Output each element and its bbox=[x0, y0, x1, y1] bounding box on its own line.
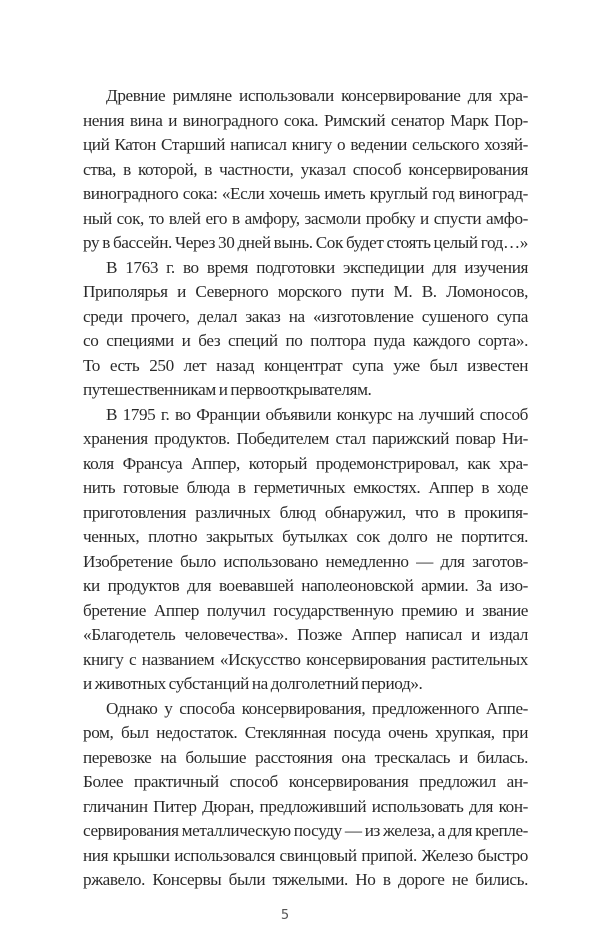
text-line: Древние римляне использовали консервирование для хра- bbox=[106, 86, 528, 105]
text-line: гличанин Питер Дюран, предложивший использовать для кон- bbox=[83, 796, 528, 816]
text-line: В 1763 г. во время подготовки экспедиции для изучения bbox=[106, 257, 528, 277]
text-line: ченных, плотно закрытых бутылках сок долго не портится. bbox=[83, 527, 528, 546]
text-line: Более практичный способ консервирования предложил ан- bbox=[83, 772, 528, 791]
text-line: ния крышки использовался свинцовый припой. Железо быстро bbox=[83, 845, 528, 865]
text-line: книгу с названием «Искусство консервирования растительных bbox=[83, 649, 528, 669]
text-line: То есть 250 лет назад концентрат супа уже был известен bbox=[83, 355, 528, 375]
text-line: ства, в которой, в частности, указал способ консервирования bbox=[83, 159, 528, 179]
text-line: В 1795 г. во Франции объявили конкурс на лучший способ bbox=[106, 404, 528, 424]
text-line: виноградного сока: «Если хочешь иметь круглый год виноград- bbox=[83, 184, 528, 203]
text-line: ки продуктов для воевавшей наполеоновской армии. За изо- bbox=[83, 576, 528, 595]
text-line: ру в бассейн. Через 30 дней вынь. Сок будет стоять целый год…» bbox=[83, 233, 528, 252]
text-line: среди прочего, делал заказ на «изготовление сушеного супа bbox=[83, 306, 528, 326]
text-line: нить готовые блюда в герметичных емкостях. Аппер в ходе bbox=[83, 478, 528, 497]
text-line: ный сок, то влей его в амфору, засмоли пробку и спусти амфо- bbox=[83, 208, 528, 228]
page-number: 5 bbox=[280, 907, 290, 923]
text-line: Однако у способа консервирования, предложенного Аппе- bbox=[106, 698, 528, 718]
text-line: ржавело. Консервы были тяжелыми. Но в дороге не бились. bbox=[83, 870, 528, 889]
paragraph bbox=[83, 697, 528, 893]
text-line: приготовления различных блюд обнаружил, что в прокипя- bbox=[83, 502, 528, 522]
text-line: сервирования металлическую посуду — из железа, а для крепле- bbox=[83, 821, 528, 840]
text-line: ций Катон Старший написал книгу о ведении сельского хозяй- bbox=[83, 135, 528, 154]
text-line: нения вина и виноградного сока. Римский сенатор Марк Пор- bbox=[83, 110, 528, 130]
text-line: со специями и без специй по полтора пуда каждого сорта». bbox=[83, 331, 528, 350]
text-line: коля Франсуа Аппер, который продемонстрировал, как хра- bbox=[83, 453, 528, 473]
paragraph bbox=[83, 84, 528, 256]
text-line: Изобретение было использовано немедленно — для заготов- bbox=[83, 551, 528, 571]
text-line: «Благодетель человечества». Позже Аппер написал и издал bbox=[83, 625, 528, 644]
text-line: хранения продуктов. Победителем стал парижский повар Ни- bbox=[83, 429, 528, 448]
text-line: и животных субстанций на долголетний период». bbox=[83, 674, 423, 693]
text-line: ром, был недостаток. Стеклянная посуда очень хрупкая, при bbox=[83, 723, 528, 742]
body-text bbox=[83, 84, 528, 893]
text-line: перевозке на большие расстояния она трескалась и билась. bbox=[83, 747, 528, 767]
text-line: бретение Аппер получил государственную премию и звание bbox=[83, 600, 528, 620]
text-line: Приполярья и Северного морского пути М. В. Ломоносов, bbox=[83, 282, 528, 301]
paragraph bbox=[83, 403, 528, 697]
paragraph bbox=[83, 256, 528, 403]
text-line: путешественникам и первооткрывателям. bbox=[83, 380, 372, 399]
